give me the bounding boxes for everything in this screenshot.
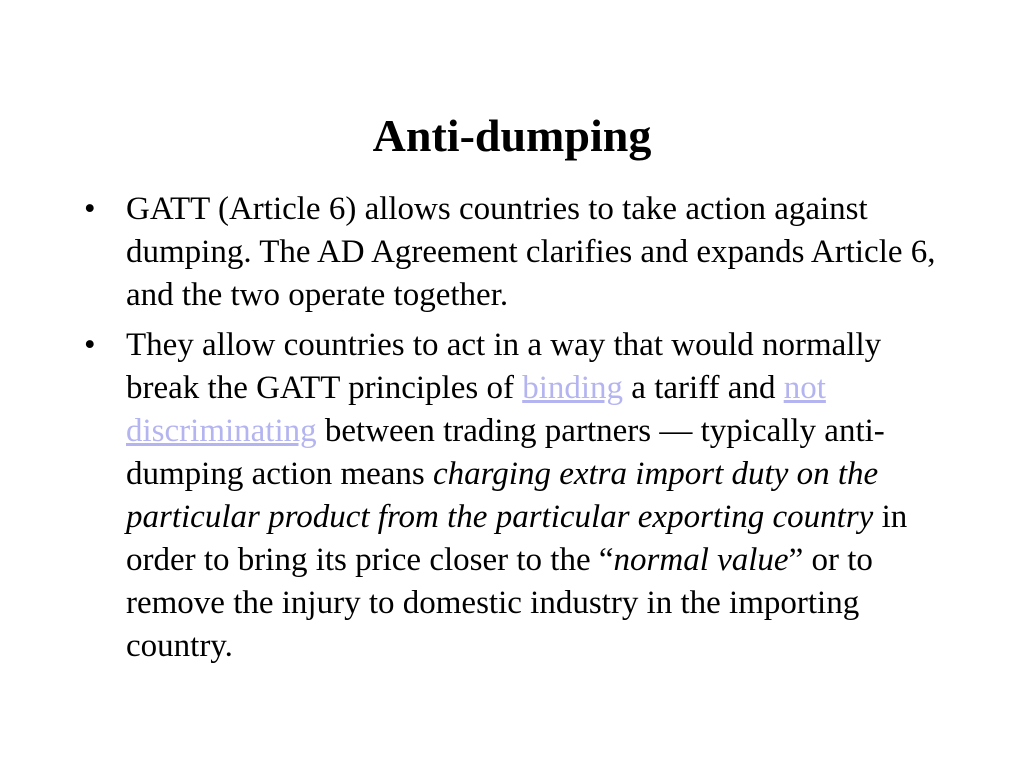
bullet-text-part: a tariff and (623, 370, 784, 406)
bullet-text: GATT (Article 6) allows countries to take action against dumping. The AD Agreement clarifies and expands Article 6, and the two operate together. (126, 191, 936, 313)
binding-link[interactable]: binding (522, 370, 624, 406)
bullet-text-part: between trading partners — typically anti-dumping action means (126, 413, 885, 492)
bullet-icon: • (84, 191, 96, 227)
bullet-text-part: They allow countries to act in a way that would normally break the GATT principles of (126, 327, 882, 406)
bullet-item-gatt-article-6 (80, 188, 942, 317)
bullet-icon: • (84, 327, 96, 363)
italic-text-normal-value: normal value (613, 542, 789, 578)
not-discriminating-link[interactable]: not discriminating (126, 370, 826, 449)
slide-title: Anti-dumping (372, 110, 652, 161)
italic-text: charging extra import duty on the particular product from the particular exporting country (126, 456, 879, 535)
bullet-text-part: ” or to remove the injury to domestic industry in the importing country. (126, 542, 873, 664)
bullet-item-gatt-principles (80, 324, 942, 668)
bullet-text-part: in order to bring its price closer to the “ (126, 499, 908, 578)
bullet-list (80, 188, 942, 675)
